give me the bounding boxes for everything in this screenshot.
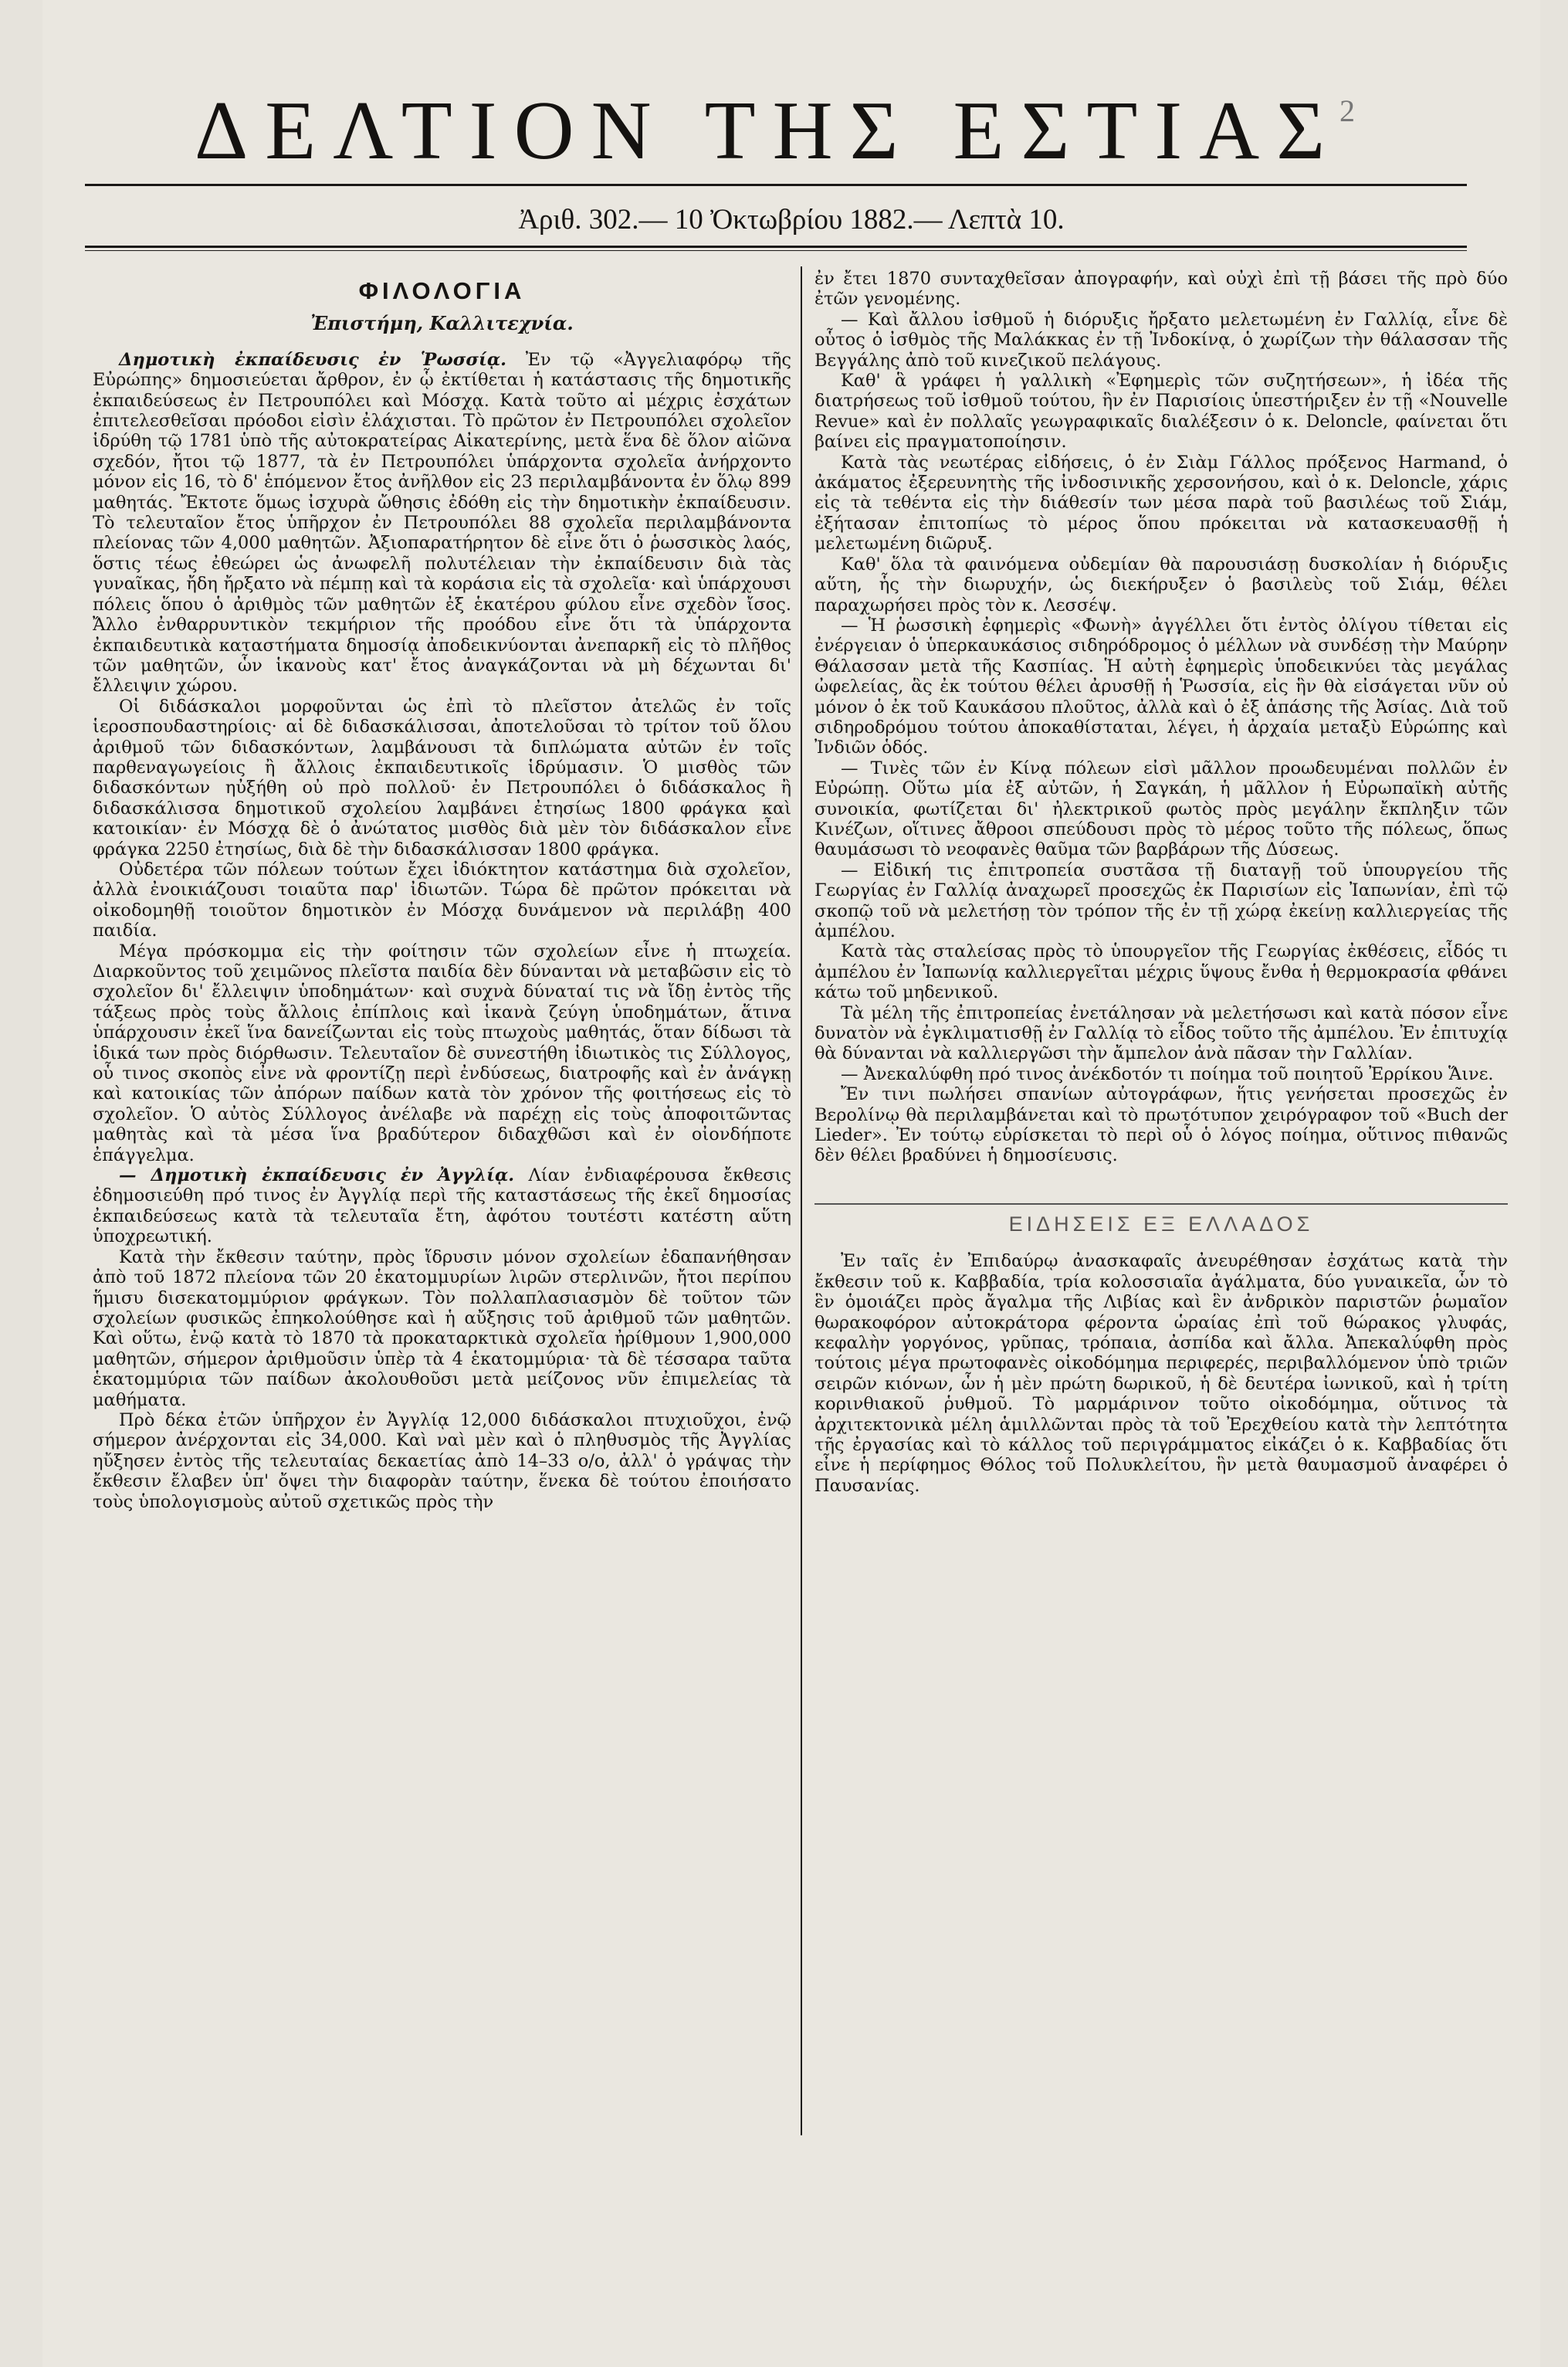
issue-line: Ἀριθ. 302.— 10 Ὀκτωβρίου 1882.— Λεπτὰ 10. xyxy=(518,204,1065,236)
article-paragraph: Οἱ διδάσκαλοι μορφοῦνται ὡς ἐπὶ τὸ πλεῖστον ἀτελῶς ἐν τοῖς ἱεροσπουδαστηρίοις· αἱ δὲ διδασκάλισσαι, ἀποτελοῦσαι τὸ τρίτον τοῦ ὅλου ἀριθμοῦ τῶν διδασκόντων, λαμβάνουσι τὰ διπλώματα αὐτῶν ἐν τοῖς παρθεναγωγείοις ἢ ἄλλοις ἐκπαιδευτικοῖς ἱδρύμασιν. Ὁ μισθὸς τῶν διδασκόντων ηὐξήθη οὐ πρὸ πολλοῦ· ἐν Πετρουπόλει ὁ διδάσκαλος ἢ διδασκάλισσα δημοτικοῦ σχολείου λαμβάνει ἐτησίως 1800 φράγκα καὶ κατοικίαν· ἐν Μόσχᾳ δὲ ὁ ἀνώτατος μισθὸς διὰ μὲν τὸν διδάσκαλον εἶνε φράγκα 2250 ἐτησίως, διὰ δὲ τὴν διδασκάλισσαν 1800 φράγκα. xyxy=(93,696,791,860)
article-heading: — Δημοτικὴ ἐκπαίδευσις ἐν Ἀγγλίᾳ. xyxy=(119,1165,515,1186)
column-left xyxy=(93,270,791,1512)
article-paragraph: Κατὰ τὴν ἔκθεσιν ταύτην, πρὸς ἵδρυσιν μόνον σχολείων ἐδαπανήθησαν ἀπὸ τοῦ 1872 πλείονα τῶν 20 ἑκατομμυρίων λιρῶν στερλινῶν, ἤτοι περίπου ἥμισυ δισεκατομμύριον φράγκων. Τὸν πολλαπλασιασμὸν δὲ τοῦτον τῶν σχολείων φυσικῶς ἐπηκολούθησε καὶ ἡ αὔξησις τοῦ ἀριθμοῦ τῶν μαθητῶν. Καὶ οὕτω, ἐνῷ κατὰ τὸ 1870 τὰ προκαταρκτικὰ σχολεῖα ἠρίθμουν 1,900,000 μαθητῶν, σήμερον ἀριθμοῦσιν ὑπὲρ τὰ 4 ἑκατομμύρια· τὰ δὲ τέσσαρα ταῦτα ἑκατομμύρια τῶν παίδων ἀκολουθοῦσι μετὰ μείζονος νῦν ἐπιμελείας τὰ μαθήματα. xyxy=(93,1246,791,1410)
section-title: ΦΙΛΟΛΟΓΙΑ xyxy=(358,277,526,304)
page-number: 2 xyxy=(1339,93,1355,128)
article-paragraph xyxy=(93,1165,791,1247)
article-paragraph: — Ἡ ῥωσσικὴ ἐφημερὶς «Φωνὴ» ἀγγέλλει ὅτι ἐντὸς ὀλίγου τίθεται εἰς ἐνέργειαν ὁ ὑπερκαυκάσιος σιδηρόδρομος ὁ μέλλων νὰ συνδέσῃ τὴν Μαύρην Θάλασσαν μετὰ τῆς Κασπίας. Ἡ αὐτὴ ἐφημερὶς ὑποδεικνύει τὰς μεγάλας ὠφελείας, ἃς ἐκ τούτου θέλει ἀρυσθῇ ἡ Ῥωσσία, εἰς ἣν θὰ εἰσάγεται νῦν οὐ μόνον ὁ ἐκ τοῦ Καυκάσου πλοῦτος, ἀλλὰ καὶ ὁ ἐξ ἁπάσης τῆς Ἀσίας. Διὰ τοῦ σιδηροδρόμου τούτου ἀποκαθίσταται, λέγει, ἡ ἀρχαία μεταξὺ Εὐρώπης καὶ Ἰνδιῶν ὁδός. xyxy=(814,615,1508,758)
article-paragraph: Καθ' ἃ γράφει ἡ γαλλικὴ «Ἐφημερὶς τῶν συζητήσεων», ἡ ἰδέα τῆς διατρήσεως τοῦ ἰσθμοῦ τούτου, ἣν ἐν Παρισίοις ὑπεστήριξεν ἐν τῇ «Nouvelle Revue» καὶ ἐν πολλαῖς γεωγραφικαῖς διαλέξεσιν ὁ κ. Deloncle, φαίνεται ὅτι βαίνει εἰς πραγματοποίησιν. xyxy=(814,371,1508,453)
article-paragraph: Πρὸ δέκα ἐτῶν ὑπῆρχον ἐν Ἀγγλίᾳ 12,000 διδάσκαλοι πτυχιοῦχοι, ἐνῷ σήμερον ἀνέρχονται εἰς 34,000. Καὶ ναὶ μὲν καὶ ὁ πληθυσμὸς τῆς Ἀγγλίας ηὔξησεν ἐντὸς τῆς τελευταίας δεκαετίας ἀπὸ 14–33 ο/ο, ἀλλ' ὁ γράψας τὴν ἔκθεσιν ἔλαβεν ὑπ' ὄψει τὴν διαφορὰν ταύτην, ἕνεκα δὲ τούτου ἐποιήσατο τοὺς ὑπολογισμοὺς αὐτοῦ σχετικῶς πρὸς τὴν xyxy=(93,1409,791,1512)
article-text: Λίαν ἐνδιαφέρουσα ἔκθεσις ἐδημοσιεύθη πρό τινος ἐν Ἀγγλίᾳ περὶ τῆς καταστάσεως τῆς ἐκεῖ δημοσίας ἐκπαιδεύσεως κατὰ τὰ τελευταῖα ἔτη, ἀφότου τουτέστι κατέστη αὕτη ὑποχρεωτική. xyxy=(93,1165,791,1247)
article-paragraph: Ἔν τινι πωλήσει σπανίων αὐτογράφων, ἥτις γενήσεται προσεχῶς ἐν Βερολίνῳ θὰ περιλαμβάνεται καὶ τὸ πρωτότυπον χειρόγραφον τοῦ «Buch der Lieder». Ἐν τούτῳ εὑρίσκεται τὸ περὶ οὗ ὁ λόγος ποίημα, οὕτινος πιθανῶς δὲν θέλει βραδύνει ἡ δημοσίευσις. xyxy=(814,1084,1508,1166)
article-paragraph: — Καὶ ἄλλου ἰσθμοῦ ἡ διόρυξις ἤρξατο μελετωμένη ἐν Γαλλίᾳ, εἶνε δὲ οὗτος ὁ ἰσθμὸς τῆς Μαλάκκας ἐν τῇ Ἰνδοκίνᾳ, ὁ χωρίζων τὴν θάλασσαν τῆς Βεγγάλης ἀπὸ τοῦ κινεζικοῦ πελάγους. xyxy=(814,309,1508,371)
article-paragraph: — Ἀνεκαλύφθη πρό τινος ἀνέκδοτόν τι ποίημα τοῦ ποιητοῦ Ἐρρίκου Ἅινε. xyxy=(841,1063,1494,1084)
article-paragraph: Ἐν ταῖς ἐν Ἐπιδαύρῳ ἀνασκαφαῖς ἀνευρέθησαν ἐσχάτως κατὰ τὴν ἔκθεσιν τοῦ κ. Καββαδία, τρία κολοσσιαῖα ἀγάλματα, δύο γυναικεῖα, ὧν τὸ ἓν ὁμοιάζει πρὸς ἄγαλμα τῆς Λιβίας καὶ ἓν ἀνδρικὸν παριστῶν ῥωμαῖον θωρακοφόρον αὐτοκράτορα φέροντα ὡραίας ἐπὶ τοῦ θώρακος γλυφάς, κεφαλὴν γοργόνος, γρῦπας, τρόπαια, ἀσπίδα καὶ ἄλλα. Ἀπεκαλύφθη πρὸς τούτοις μέγα πρωτοφανὲς οἰκοδόμημα περιφερές, περιβαλλόμενον ὑπὸ τριῶν σειρῶν κιόνων, ὧν ἡ μὲν πρώτη δωρικοῦ, ἡ δὲ δευτέρα ἰωνικοῦ, καὶ ἡ τρίτη κορινθιακοῦ ῥυθμοῦ. Τὸ μαρμάρινον τοῦτο οἰκοδόμημα, οὕτινος τὰ ἀρχιτεκτονικὰ μέλη ἁμιλλῶνται πρὸς τὰ τοῦ Ἐρεχθείου κατὰ τὴν λεπτότητα τῆς ἐργασίας καὶ τὸ κάλλος τοῦ περιγράμματος εἰκάζει ὁ κ. Καββαδίας ὅτι εἶνε ἡ περίφημος Θόλος τοῦ Πολυκλείτου, ἣν μετὰ θαυμασμοῦ ἀναφέρει ὁ Παυσανίας. xyxy=(814,1251,1508,1496)
article-text: Ἐν τῷ «Ἀγγελιαφόρῳ τῆς Εὐρώπης» δημοσιεύεται ἄρθρον, ἐν ᾧ ἐκτίθεται ἡ κατάστασις τῆς δημοτικῆς ἐκπαιδεύσεως ἐν Πετρουπόλει καὶ Μόσχᾳ. Κατὰ τοῦτο αἱ μέχρις ἐσχάτων ἐπιτελεσθεῖσαι πρόοδοι εἰσὶν ἐλάχισται. Τὸ πρῶτον ἐν Πετρουπόλει σχολεῖον ἱδρύθη τῷ 1781 ὑπὸ τῆς αὐτοκρατείρας Αἰκατερίνης, μετὰ ἕνα δὲ ὅλον αἰῶνα σχεδόν, ἤτοι τῷ 1877, τὰ ἐν Πετρουπόλει ὑπάρχοντα σχολεῖα ἀνήρχοντο μόνον εἰς 16, τὸ δ' ἑπόμενον ἔτος ἀνῆλθον εἰς 23 περιλαμβάνοντα ἐν ὅλῳ 899 μαθητάς. Ἔκτοτε ὅμως ἰσχυρὰ ὤθησις ἐδόθη εἰς τὴν δημοτικὴν ἐκπαίδευσιν. Τὸ τελευταῖον ἔτος ὑπῆρχον ἐν Πετρουπόλει 88 σχολεῖα περιλαμβάνοντα πλείονας τῶν 4,000 μαθητῶν. Ἀξιοπαρατήρητον δὲ εἶνε ὅτι ὁ ῥωσσικὸς λαός, ὅστις τέως ἐθεώρει ὡς ἀνωφελῆ πολυτέλειαν τὴν ἐκπαίδευσιν διὰ τὰς γυναῖκας, ἤδη ἤρξατο νὰ πέμπῃ καὶ τὰ κοράσια εἰς τὰ σχολεῖα· καὶ ὑπάρχουσι πόλεις ὅπου ὁ ἀριθμὸς τῶν μαθητῶν ἐξ ἑκατέρου φύλου εἶνε σχεδὸν ἴσος. Ἄλλο ἐνθαρρυντικὸν τεκμήριον τῆς προόδου εἶνε ὅτι τὰ ὑπάρχοντα ἐκπαιδευτικὰ καταστήματα δημοσίᾳ ἀποδεικνύονται ἀνεπαρκῆ εἰς τὸ πλῆθος τῶν μαθητῶν, ὧν ἱκανοὺς κατ' ἔτος ἀναγκάζονται νὰ μὴ δέχωνται δι' ἔλλειψιν χώρου. xyxy=(93,349,792,697)
column-right xyxy=(814,269,1508,1496)
news-section-title: ΕΙΔΗΣΕΙΣ ΕΞ ΕΛΛΑΔΟΣ xyxy=(814,1203,1508,1234)
rule-issue xyxy=(85,246,1467,248)
article-paragraph: Κατὰ τὰς σταλείσας πρὸς τὸ ὑπουργεῖον τῆς Γεωργίας ἐκθέσεις, εἶδός τι ἀμπέλου ἐν Ἰαπωνίᾳ καλλιεργεῖται μέχρις ὕψους ἔνθα ἡ θερμοκρασία φθάνει κάτω τοῦ μηδενικοῦ. xyxy=(814,941,1508,1003)
column-divider xyxy=(801,266,802,2135)
article-paragraph: Καθ' ὅλα τὰ φαινόμενα οὐδεμίαν θὰ παρουσιάσῃ δυσκολίαν ἡ διόρυξις αὕτη, ἧς τὴν διωρυχήν, ὡς διεκήρυξεν ὁ βασιλεὺς τοῦ Σιάμ, θέλει παραχωρήσει πρὸς τὸν κ. Λεσσέψ. xyxy=(814,554,1508,615)
article-paragraph: Οὐδετέρα τῶν πόλεων τούτων ἔχει ἰδιόκτητον κατάστημα διὰ σχολεῖον, ἀλλὰ ἐνοικιάζουσι τοιαῦτα παρ' ἰδιωτῶν. Τώρα δὲ πρῶτον πρόκειται νὰ οἰκοδομηθῇ τοιοῦτον δημοτικὸν ἐν Μόσχᾳ δυνάμενον νὰ περιλάβῃ 400 παιδία. xyxy=(93,859,791,941)
rule-top xyxy=(85,184,1467,186)
article-paragraph: ἐν ἔτει 1870 συνταχθεῖσαν ἀπογραφήν, καὶ οὐχὶ ἐπὶ τῇ βάσει τῆς πρὸ δύο ἐτῶν γενομένης. xyxy=(814,269,1508,310)
article-paragraph: — Τινὲς τῶν ἐν Κίνᾳ πόλεων εἰσὶ μᾶλλον προωδευμέναι πολλῶν ἐν Εὐρώπῃ. Οὕτω μία ἐξ αὐτῶν, ἡ Σαγκάη, ἡ μᾶλλον ἡ Εὐρωπαϊκὴ αὐτῆς συνοικία, φωτίζεται δι' ἠλεκτρικοῦ φωτὸς πρὸς μεγάλην ἔκπληξιν τῶν Κινέζων, οἵτινες ἄθρooι σπεύδουσι πρὸς τὸ μέρος τοῦτο τῆς πόλεως, ὅπως θαυμάσωσι τὸ νεοφανὲς θαῦμα τῶν βαρβάρων τῆς Δύσεως. xyxy=(814,758,1508,860)
article-heading: Δημοτικὴ ἐκπαίδευσις ἐν Ῥωσσίᾳ. xyxy=(119,349,506,370)
article-paragraph: Κατὰ τὰς νεωτέρας εἰδήσεις, ὁ ἐν Σιὰμ Γάλλος πρόξενος Harmand, ὁ ἀκάματος ἐξερευνητὴς τῆς ἰνδοσινικῆς χερσονήσου, καὶ ὁ κ. Deloncle, χάρις εἰς τὰ τεθέντα εἰς τὴν διάθεσίν των μέσα παρὰ τοῦ βασιλέως τοῦ Σιάμ, ἐξήτασαν ἐπιτοπίως τὸ μέρος ὅπου πρόκειται νὰ κατασκευασθῇ ἡ μελετωμένη διῶρυξ. xyxy=(814,452,1508,554)
rule-issue-thin xyxy=(85,250,1467,251)
section-subtitle: Ἐπιστήμη, Καλλιτεχνία. xyxy=(310,312,574,335)
newspaper-page xyxy=(42,0,1540,2367)
article-paragraph: Τὰ μέλη τῆς ἐπιτροπείας ἐνετάλησαν νὰ μελετήσωσι καὶ κατὰ πόσον εἶνε δυνατὸν νὰ ἐγκλιματισθῇ ἐν Γαλλίᾳ τὸ εἶδος τοῦτο τῆς ἀμπέλου. Ἐν ἐπιτυχίᾳ θὰ δύνανται νὰ καλλιεργῶσι τὴν ἄμπελον ἀνὰ πᾶσαν τὴν Γαλλίαν. xyxy=(814,1002,1508,1064)
article-paragraph: Μέγα πρόσκομμα εἰς τὴν φοίτησιν τῶν σχολείων εἶνε ἡ πτωχεία. Διαρκοῦντος τοῦ χειμῶνος πλεῖστα παιδία δὲν δύνανται νὰ μεταβῶσιν εἰς τὸ σχολεῖον δι' ἔλλειψιν ὑποδημάτων· καὶ συχνὰ δύναταί τις νὰ ἴδῃ ἐντὸς τῆς τάξεως πρὸς τοὺς ἄλλοις ἐπίπλοις καὶ ἱκανὰ ζεύγη ὑποδημάτων, ἅτινα ὑπάρχουσιν ἐκεῖ ἵνα δανείζωνται εἰς τοὺς πτωχοὺς μαθητάς, ὅταν δίδωσι τὰ ἰδικά των πρὸς διόρθωσιν. Τελευταῖον δὲ συνεστήθη ἰδιωτικὸς τις Σύλλογος, οὗ τινος σκοπὸς εἶνε νὰ φροντίζῃ περὶ ἐνδύσεως, διατροφῆς καὶ ἐν ἀνάγκῃ καὶ κατοικίας τῶν ἀπόρων παίδων κατὰ τὸν χρόνον τῆς φοιτήσεως εἰς τὸ σχολεῖον. Ὁ αὐτὸς Σύλλογος ἀνέλαβε νὰ παρέχῃ εἰς τοὺς ἀποφοιτῶντας μαθητὰς καὶ τὰ μέσα ἵνα βραδύτερον διδαχθῶσι καὶ ἐν οἰονδήποτε ἐπάγγελμα. xyxy=(93,941,791,1165)
article-paragraph xyxy=(93,350,791,697)
masthead-title: ΔΕΛΤΙΟΝ ΤΗΣ ΕΣΤΙΑΣ xyxy=(194,85,1343,177)
article-paragraph: — Εἰδική τις ἐπιτροπεία συστᾶσα τῇ διαταγῇ τοῦ ὑπουργείου τῆς Γεωργίας ἐν Γαλλίᾳ ἀναχωρεῖ προσεχῶς ἐκ Παρισίων εἰς Ἰαπωνίαν, ἐπὶ τῷ σκοπῷ τοῦ νὰ μελετήσῃ τὸν τρόπον τῆς ἐν τῇ χώρᾳ ἐκείνῃ καλλιεργείας τῆς ἀμπέλου. xyxy=(814,860,1508,941)
